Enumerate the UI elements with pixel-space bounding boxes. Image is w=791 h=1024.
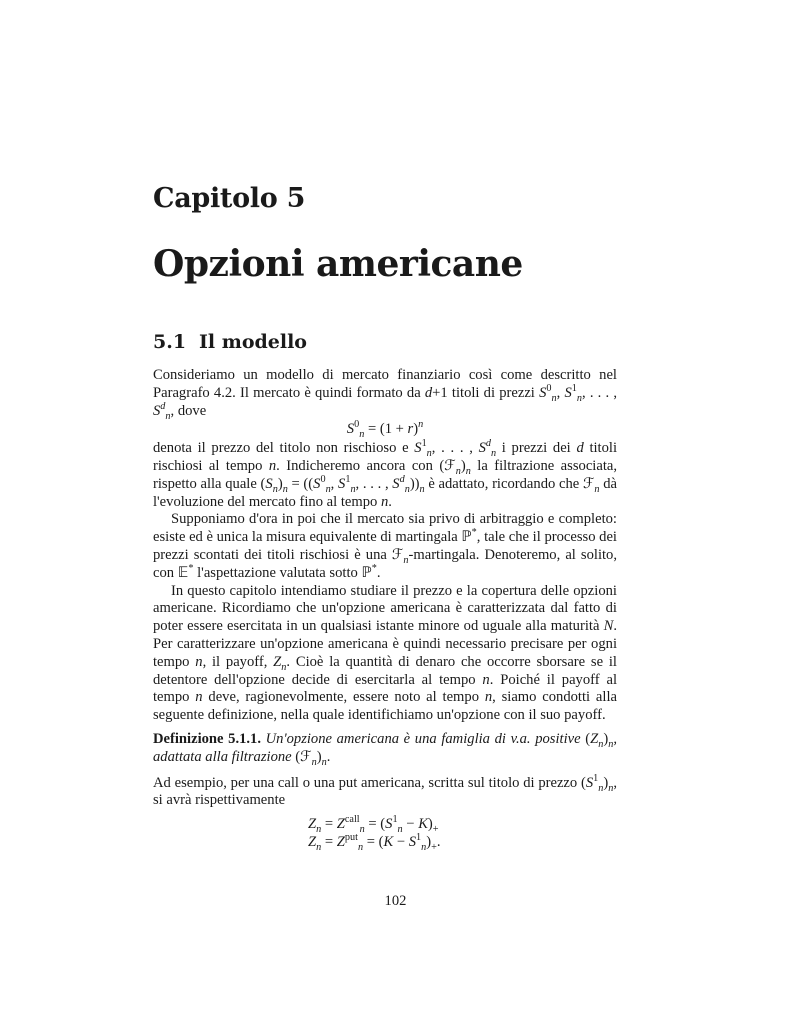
paragraph: Supponiamo d'ora in poi che il mercato sia privo di arbitraggio e completo: esiste ed è unica la misura equivalente di martingala ℙ*, tale che il processo dei prezzi scontati dei titoli rischiosi è una ℱ$_n$-martingala. Denoteremo, al solito, con 𝔼* l'aspettazione valutata sotto ℙ*. [153,511,618,581]
definition-label: Definizione 5.1.1. [153,730,261,747]
equation-bond: $S^0_n = (1 + r)^n$ [346,419,424,441]
definition: Definizione 5.1.1. Un'opzione americana è una famiglia di v.a. positive $(Z_n)_n$, adattata alla filtrazione $(ℱ_n)_n$. [153,730,617,768]
equation-call: $Z_n = Z^{call}_n = (S^1_n - K)_+$ [308,814,439,836]
chapter-number: Capitolo 5 [153,183,306,214]
equation-call-put [153,816,617,852]
paragraph: Ad esempio, per una call o una put americana, scritta sul titolo di prezzo $(S^1_n)_n$, si avrà rispettivamente [153,772,617,809]
paragraph: In questo capitolo intendiamo studiare il prezzo e la copertura delle opzioni americane. Ricordiamo che un'opzione americana è caratterizzata dal fatto di poter essere esercitata in un qualsiasi istante minore od uguale alla maturità N. Per caratterizzare un'opzione americana è quindi necessario precisare per ogni tempo n, il payoff, $Z_n$. Cioè la quantità di denaro che occorre sborsare se il detentore dell'opzione decide di esercitarla al tempo n. Poiché il payoff al tempo n deve, ragionevolmente, essere noto al tempo n, siamo condotti alla seguente definizione, nella quale identifichiamo un'opzione con il suo payoff. [153,582,617,724]
paragraph: Consideriamo un modello di mercato finanziario così come descritto nel Paragrafo 4.2. Il mercato è quindi formato da d+1 titoli di prezzi $S^0_n$, $S^1_n$, . . . , $S^d_n$, dove [153,367,618,422]
section-title: Il modello [199,331,307,353]
body-text [153,367,617,854]
page-number: 102 [384,893,407,909]
paragraph: denota il prezzo del titolo non rischioso e $S^1_n$, . . . , $S^d_n$ i prezzi dei d titoli rischiosi al tempo n. Indicheremo ancora con $(ℱ_n)_n$ la filtrazione associata, rispetto alla quale $(S_n)_n = ((S^0_n$, $S^1_n$, . . . , $S^d_n))_n$ è adattato, ricordando che ℱ$_n$ dà l'evoluzione del mercato fino al tempo n. [153,438,618,510]
equation-put: $Z_n = Z^{put}_n = (K - S^1_n)_+$. [308,832,441,853]
chapter-title: Opzioni americane [153,243,523,285]
section-number: 5.1 [153,331,187,353]
section-heading [153,331,307,353]
